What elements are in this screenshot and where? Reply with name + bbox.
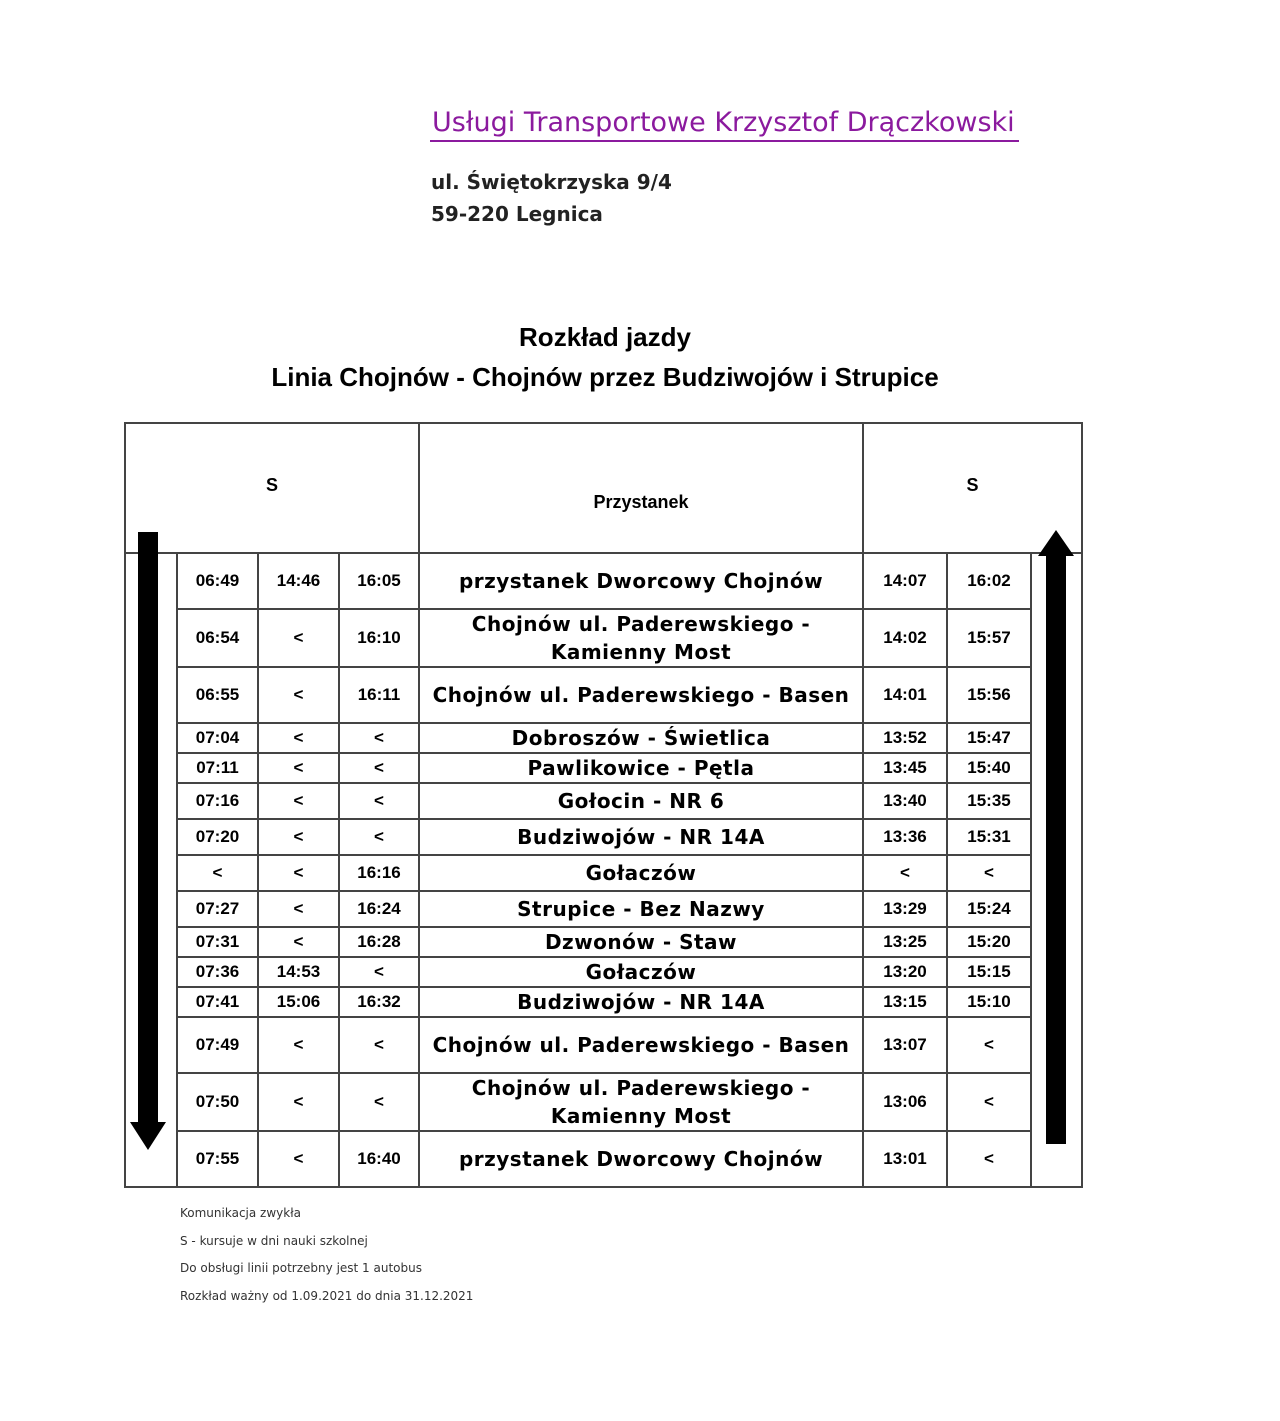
stop-name: Chojnów ul. Paderewskiego - Basen	[419, 667, 863, 723]
departure-time: 16:24	[339, 891, 419, 927]
address-street: ul. Świętokrzyska 9/4	[431, 170, 672, 194]
departure-time: <	[258, 855, 339, 891]
return-time: 14:01	[863, 667, 947, 723]
departure-time: <	[258, 783, 339, 819]
up-arrow-head	[1038, 530, 1074, 556]
departure-time: <	[258, 667, 339, 723]
return-time: 15:35	[947, 783, 1031, 819]
departure-time: 07:16	[177, 783, 258, 819]
table-row	[125, 987, 1082, 1017]
departure-time: 16:28	[339, 927, 419, 957]
departure-time: <	[258, 927, 339, 957]
return-time: 13:52	[863, 723, 947, 753]
table-row	[125, 667, 1082, 723]
departure-time: 07:27	[177, 891, 258, 927]
departure-time: 16:10	[339, 609, 419, 667]
departure-time: <	[339, 783, 419, 819]
departure-time: 14:53	[258, 957, 339, 987]
return-time: 13:20	[863, 957, 947, 987]
departure-time: <	[177, 855, 258, 891]
return-time: 13:25	[863, 927, 947, 957]
return-time: 15:31	[947, 819, 1031, 855]
departure-time: 16:05	[339, 553, 419, 609]
stop-name: Dzwonów - Staw	[419, 927, 863, 957]
table-header-row	[125, 423, 1082, 553]
departure-time: 06:54	[177, 609, 258, 667]
table-row	[125, 957, 1082, 987]
stop-name: Chojnów ul. Paderewskiego - Basen	[419, 1017, 863, 1073]
stop-name: Gołocin - NR 6	[419, 783, 863, 819]
departure-time: <	[339, 1017, 419, 1073]
note-line: Komunikacja zwykła	[180, 1206, 301, 1220]
stop-name: Chojnów ul. Paderewskiego - Kamienny Most	[419, 1073, 863, 1131]
stop-name: Pawlikowice - Pętla	[419, 753, 863, 783]
return-time: 13:29	[863, 891, 947, 927]
return-time: 13:07	[863, 1017, 947, 1073]
departure-time: 07:50	[177, 1073, 258, 1131]
departure-time: 07:41	[177, 987, 258, 1017]
table-row	[125, 819, 1082, 855]
stop-name: Gołaczów	[419, 957, 863, 987]
right-s-header: S	[863, 423, 1082, 553]
table-row	[125, 855, 1082, 891]
timetable	[124, 422, 1083, 1188]
table-row	[125, 1073, 1082, 1131]
company-name: Usługi Transportowe Krzysztof Drączkowski	[430, 106, 1019, 142]
return-time: 15:10	[947, 987, 1031, 1017]
table-row	[125, 609, 1082, 667]
departure-time: 15:06	[258, 987, 339, 1017]
stop-name: przystanek Dworcowy Chojnów	[419, 553, 863, 609]
departure-time: 07:36	[177, 957, 258, 987]
return-time: 15:47	[947, 723, 1031, 753]
return-time: 15:57	[947, 609, 1031, 667]
return-time: 15:20	[947, 927, 1031, 957]
table-row	[125, 553, 1082, 609]
stop-name: Strupice - Bez Nazwy	[419, 891, 863, 927]
down-arrow-head	[130, 1122, 166, 1150]
departure-time: <	[258, 609, 339, 667]
departure-time: <	[339, 957, 419, 987]
return-time: 15:40	[947, 753, 1031, 783]
table-row	[125, 753, 1082, 783]
return-time: 13:40	[863, 783, 947, 819]
departure-time: 16:40	[339, 1131, 419, 1187]
departure-time: 07:20	[177, 819, 258, 855]
return-time: 13:01	[863, 1131, 947, 1187]
departure-time: 06:55	[177, 667, 258, 723]
address-city: 59-220 Legnica	[431, 202, 603, 226]
return-time: 14:02	[863, 609, 947, 667]
table-row	[125, 723, 1082, 753]
return-time: 15:24	[947, 891, 1031, 927]
departure-time: <	[258, 891, 339, 927]
departure-time: <	[339, 723, 419, 753]
note-line: Rozkład ważny od 1.09.2021 do dnia 31.12.2021	[180, 1288, 474, 1303]
note-line: S - kursuje w dni nauki szkolnej	[180, 1233, 368, 1248]
table-row	[125, 1131, 1082, 1187]
stop-name: Budziwojów - NR 14A	[419, 819, 863, 855]
return-time: 13:45	[863, 753, 947, 783]
departure-time: 07:11	[177, 753, 258, 783]
table-row	[125, 927, 1082, 957]
return-time: 15:15	[947, 957, 1031, 987]
departure-time: <	[258, 1017, 339, 1073]
return-time: 15:56	[947, 667, 1031, 723]
return-time: 14:07	[863, 553, 947, 609]
stop-header: Przystanek	[419, 423, 863, 553]
departure-time: <	[258, 753, 339, 783]
table-row	[125, 783, 1082, 819]
departure-time: 07:31	[177, 927, 258, 957]
line-title: Linia Chojnów - Chojnów przez Budziwojów i Strupice	[271, 362, 939, 392]
departure-time: 06:49	[177, 553, 258, 609]
stop-name: przystanek Dworcowy Chojnów	[419, 1131, 863, 1187]
table-row	[125, 891, 1082, 927]
departure-time: <	[258, 723, 339, 753]
departure-time: 16:16	[339, 855, 419, 891]
return-time: <	[947, 1073, 1031, 1131]
stop-name: Dobroszów - Świetlica	[419, 723, 863, 753]
table-row	[125, 1017, 1082, 1073]
return-time: 13:06	[863, 1073, 947, 1131]
return-time: 13:36	[863, 819, 947, 855]
departure-time: 16:11	[339, 667, 419, 723]
return-time: <	[947, 1131, 1031, 1187]
departure-time: 07:49	[177, 1017, 258, 1073]
return-time: 13:15	[863, 987, 947, 1017]
departure-time: 07:55	[177, 1131, 258, 1187]
up-direction-arrow	[1046, 554, 1066, 1144]
down-direction-arrow	[138, 532, 158, 1124]
return-time: <	[947, 1017, 1031, 1073]
note-line: Do obsługi linii potrzebny jest 1 autobus	[180, 1261, 422, 1275]
departure-time: <	[258, 1131, 339, 1187]
notes	[180, 1206, 473, 1316]
return-time: <	[947, 855, 1031, 891]
departure-time: 14:46	[258, 553, 339, 609]
departure-time: <	[258, 1073, 339, 1131]
stop-name: Chojnów ul. Paderewskiego - Kamienny Most	[419, 609, 863, 667]
left-s-header: S	[125, 423, 419, 553]
return-time: <	[863, 855, 947, 891]
departure-time: <	[339, 819, 419, 855]
departure-time: 16:32	[339, 987, 419, 1017]
return-time: 16:02	[947, 553, 1031, 609]
departure-time: <	[339, 1073, 419, 1131]
departure-time: <	[258, 819, 339, 855]
departure-time: <	[339, 753, 419, 783]
stop-name: Budziwojów - NR 14A	[419, 987, 863, 1017]
departure-time: 07:04	[177, 723, 258, 753]
stop-name: Gołaczów	[419, 855, 863, 891]
timetable-title: Rozkład jazdy	[519, 322, 691, 352]
